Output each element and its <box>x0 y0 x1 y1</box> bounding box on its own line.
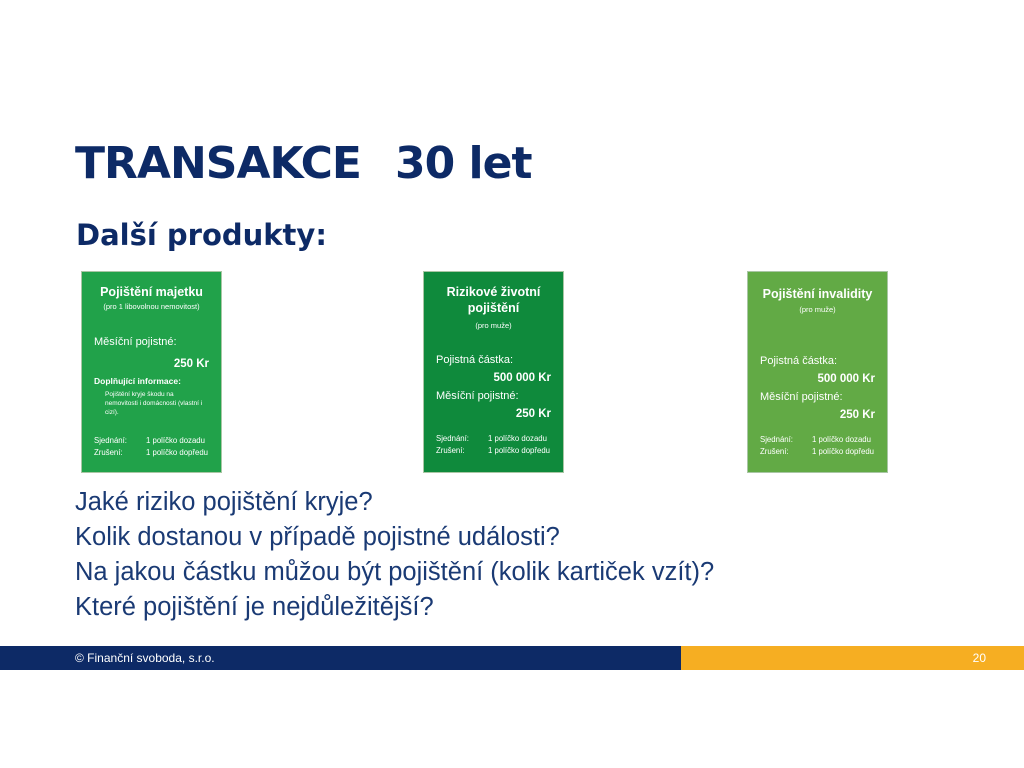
info-text: Pojištění kryje škodu na nemovitosti i domácnosti (vlastní i cizí). <box>105 391 203 416</box>
page-number: 20 <box>972 651 986 665</box>
sum-label: Pojistná částka: <box>436 354 514 366</box>
title-main: TRANSAKCE <box>75 138 361 189</box>
slide-title <box>75 138 532 189</box>
conclude-value: 1 políčko dozadu <box>812 435 871 444</box>
sum-label: Pojistná částka: <box>760 355 838 367</box>
conclude-label: Sjednání: <box>436 434 469 443</box>
monthly-label: Měsíční pojistné: <box>436 390 519 402</box>
card-disability-insurance <box>747 271 888 473</box>
footer-copyright: © Finanční svoboda, s.r.o. <box>75 651 215 665</box>
question-item: Kolik dostanou v případě pojistné události? <box>75 523 560 551</box>
card-life-insurance <box>423 271 564 473</box>
card-note: (pro 1 libovolnou nemovitost) <box>103 302 200 311</box>
conclude-value: 1 políčko dozadu <box>488 434 547 443</box>
cancel-label: Zrušení: <box>436 446 465 455</box>
question-item: Jaké riziko pojištění kryje? <box>75 488 373 516</box>
sum-value: 500 000 Kr <box>817 373 875 385</box>
card-title-line1: Rizikové životní <box>446 285 541 299</box>
info-title: Doplňující informace: <box>94 376 181 386</box>
slide-subtitle: Další produkty: <box>76 218 327 252</box>
card-title: Pojištění majetku <box>100 285 203 299</box>
monthly-value: 250 Kr <box>839 409 875 421</box>
question-item: Na jakou částku můžou být pojištění (kolik kartiček vzít)? <box>75 558 715 586</box>
card-note: (pro muže) <box>799 305 836 314</box>
card-title-line2: pojištění <box>467 301 520 315</box>
monthly-label: Měsíční pojistné: <box>760 391 843 403</box>
cancel-value: 1 políčko dopředu <box>488 446 550 455</box>
card-property-insurance <box>81 271 222 473</box>
card-title: Pojištění invalidity <box>762 287 873 301</box>
sum-value: 500 000 Kr <box>493 372 551 384</box>
card-note: (pro muže) <box>475 321 512 330</box>
question-list <box>75 485 714 625</box>
conclude-label: Sjednání: <box>760 435 793 444</box>
cancel-value: 1 políčko dopředu <box>812 447 874 456</box>
question-item: Které pojištění je nejdůležitější? <box>75 593 434 621</box>
monthly-label: Měsíční pojistné: <box>94 336 177 348</box>
conclude-label: Sjednání: <box>94 436 127 445</box>
cancel-label: Zrušení: <box>760 447 789 456</box>
cancel-value: 1 políčko dopředu <box>146 448 208 457</box>
conclude-value: 1 políčko dozadu <box>146 436 205 445</box>
cancel-label: Zrušení: <box>94 448 123 457</box>
monthly-value: 250 Kr <box>515 408 551 420</box>
monthly-value: 250 Kr <box>173 358 209 370</box>
title-years: 30 let <box>394 138 532 189</box>
